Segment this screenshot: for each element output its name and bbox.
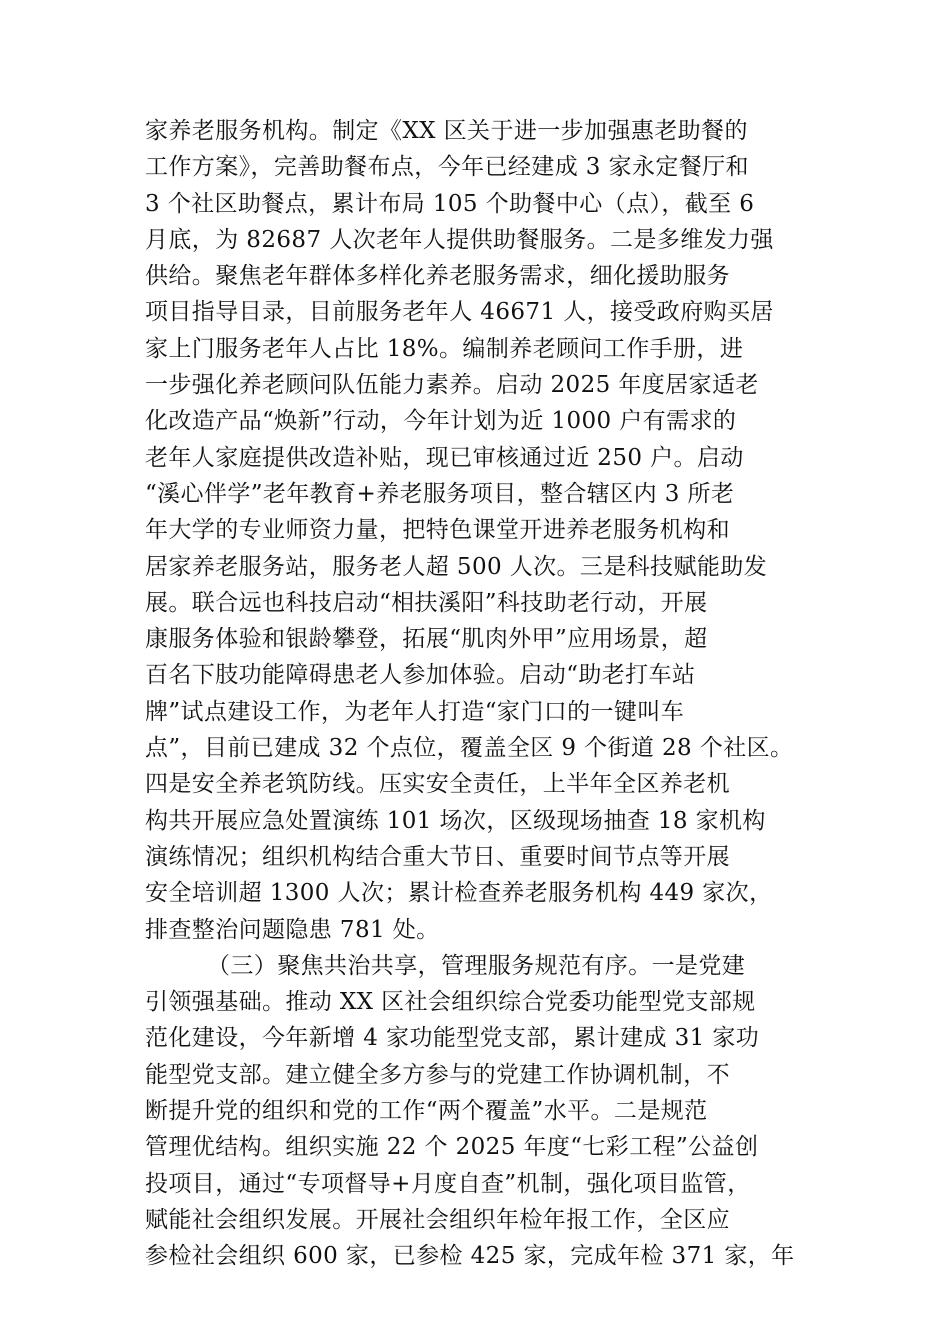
text-line: 引领强基础。推动 XX 区社会组织综合党委功能型党支部规 bbox=[145, 989, 756, 1016]
text-line: 家上门服务老年人占比 18%。编制养老顾问工作手册，进 bbox=[145, 335, 744, 362]
text-line: 供给。聚焦老年群体多样化养老服务需求，细化援助服务 bbox=[145, 263, 730, 290]
text-line: 参检社会组织 600 家，已参检 425 家，完成年检 371 家，年 bbox=[145, 1243, 795, 1270]
section-heading-line: （三）聚焦共治共享，管理服务规范有序。一是党建 bbox=[207, 952, 746, 979]
text-line: 赋能社会组织发展。开展社会组织年检年报工作，全区应 bbox=[145, 1206, 730, 1233]
text-line: 管理优结构。组织实施 22 个 2025 年度“七彩工程”公益创 bbox=[145, 1134, 759, 1161]
text-line: 居家养老服务站，服务老人超 500 人次。三是科技赋能助发 bbox=[145, 553, 768, 580]
text-line: 工作方案》，完善助餐布点，今年已经建成 3 家永定餐厅和 bbox=[145, 154, 749, 181]
text-line: 投项目，通过“专项督导+月度自查”机制，强化项目监管， bbox=[145, 1170, 751, 1197]
text-line: 百名下肢功能障碍患老人参加体验。启动“助老打车站 bbox=[145, 662, 696, 689]
text-line: 老年人家庭提供改造补贴，现已审核通过近 250 户。启动 bbox=[145, 444, 744, 471]
text-line: 构共开展应急处置演练 101 场次，区级现场抽查 18 家机构 bbox=[145, 807, 766, 834]
text-line: 点”，目前已建成 32 个点位，覆盖全区 9 个街道 28 个社区。 bbox=[145, 735, 794, 762]
text-line: 能型党支部。建立健全多方参与的党建工作协调机制，不 bbox=[145, 1061, 730, 1088]
text-line: 牌”试点建设工作，为老年人打造“家门口的一键叫车 bbox=[145, 698, 685, 725]
text-line: 断提升党的组织和党的工作“两个覆盖”水平。二是规范 bbox=[145, 1098, 708, 1125]
text-line: 一步强化养老顾问队伍能力素养。启动 2025 年度居家适老 bbox=[145, 372, 759, 399]
text-line: 展。联合远也科技启动“相扶溪阳”科技助老行动，开展 bbox=[145, 589, 708, 616]
text-line: 安全培训超 1300 人次；累计检查养老服务机构 449 家次， bbox=[145, 880, 773, 907]
text-line: 家养老服务机构。制定《XX 区关于进一步加强惠老助餐的 bbox=[145, 118, 748, 144]
text-line: 康服务体验和银龄攀登，拓展“肌肉外甲”应用场景，超 bbox=[145, 626, 708, 653]
body-text bbox=[145, 113, 810, 1275]
text-line: 年大学的专业师资力量，把特色课堂开进养老服务机构和 bbox=[145, 517, 730, 544]
text-line: 项目指导目录，目前服务老年人 46671 人，接受政府购买居 bbox=[145, 299, 774, 326]
text-line: 化改造产品“焕新”行动，今年计划为近 1000 户有需求的 bbox=[145, 408, 737, 435]
text-line: “溪心伴学”老年教育+养老服务项目，整合辖区内 3 所老 bbox=[145, 480, 735, 507]
text-line: 3 个社区助餐点，累计布局 105 个助餐中心（点），截至 6 bbox=[145, 190, 755, 217]
text-line: 四是安全养老筑防线。压实安全责任，上半年全区养老机 bbox=[145, 771, 730, 798]
text-line: 月底，为 82687 人次老年人提供助餐服务。二是多维发力强 bbox=[145, 226, 774, 253]
text-line: 排查整治问题隐患 781 处。 bbox=[145, 916, 440, 943]
text-line: 演练情况；组织机构结合重大节日、重要时间节点等开展 bbox=[145, 843, 730, 870]
text-line: 范化建设，今年新增 4 家功能型党支部，累计建成 31 家功 bbox=[145, 1025, 760, 1052]
